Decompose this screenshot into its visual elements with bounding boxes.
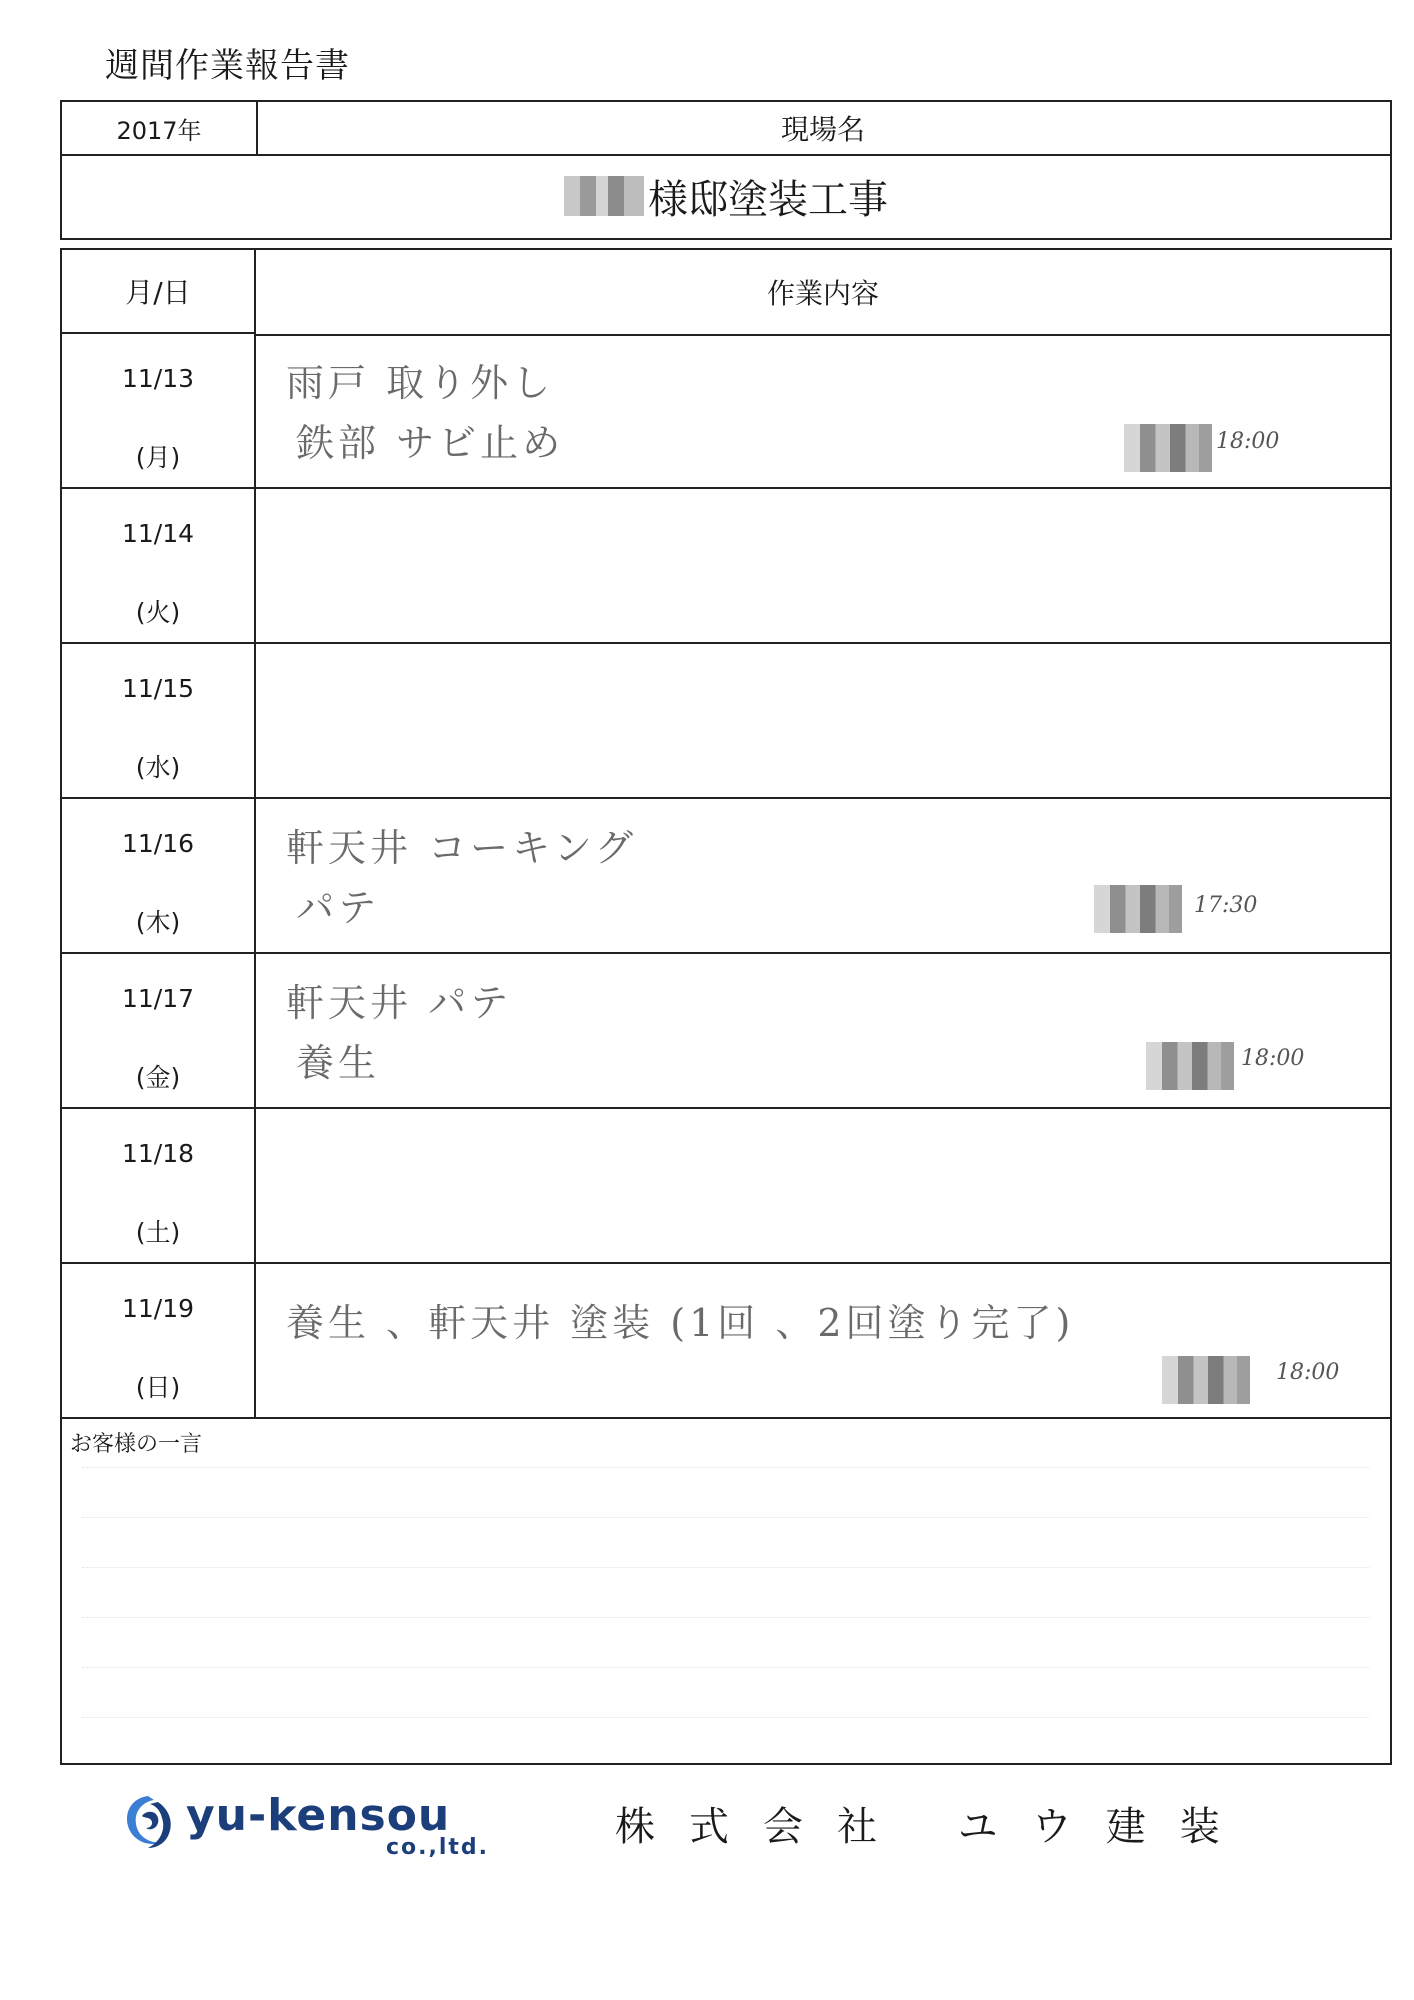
handwritten-work-line: パテ <box>296 886 381 930</box>
row-weekday: (金) <box>135 1063 181 1092</box>
redacted-signature-stamp <box>1094 885 1182 933</box>
site-header <box>60 100 1392 240</box>
customer-comment-box[interactable] <box>62 1419 1390 1763</box>
document-title: 週間作業報告書 <box>105 46 350 86</box>
row-date: 11/18 <box>121 1139 195 1168</box>
work-column-header: 作業内容 <box>256 250 1390 336</box>
comment-line <box>82 1667 1370 1668</box>
table-row <box>62 954 1390 1109</box>
work-cell[interactable] <box>256 489 1390 642</box>
date-cell <box>62 799 256 952</box>
redacted-signature-stamp <box>1146 1042 1234 1090</box>
logo-swirl-icon <box>118 1792 178 1854</box>
table-row <box>62 799 1390 954</box>
row-date: 11/19 <box>121 1294 195 1323</box>
row-weekday: (水) <box>135 753 181 782</box>
date-cell <box>62 644 256 797</box>
table-row <box>62 1264 1390 1419</box>
work-table <box>60 248 1392 1765</box>
row-date: 11/15 <box>121 674 195 703</box>
row-weekday: (土) <box>135 1218 181 1247</box>
year-cell: 2017年 <box>62 102 258 154</box>
date-cell <box>62 1264 256 1417</box>
handwritten-end-time: 18:00 <box>1216 429 1280 454</box>
comment-line <box>82 1517 1370 1518</box>
comment-line <box>82 1467 1370 1468</box>
comment-line <box>82 1567 1370 1568</box>
work-cell[interactable] <box>256 334 1390 487</box>
work-cell[interactable] <box>256 799 1390 952</box>
comment-line <box>82 1717 1370 1718</box>
row-date: 11/13 <box>121 364 195 393</box>
handwritten-work-line: 養生 、軒天井 塗装 (1回 、2回塗り完了) <box>286 1301 1075 1345</box>
site-label: 現場名 <box>780 113 865 146</box>
date-cell <box>62 1109 256 1262</box>
table-row <box>62 1109 1390 1264</box>
site-name-text: 様邸塗装工事 <box>648 176 888 223</box>
row-weekday: (月) <box>135 443 181 472</box>
customer-comment-label: お客様の一言 <box>70 1432 203 1457</box>
row-weekday: (火) <box>135 598 181 627</box>
site-name <box>62 154 1390 238</box>
handwritten-work-line: 軒天井 パテ <box>286 981 513 1025</box>
redacted-signature-stamp <box>1124 424 1212 472</box>
date-cell <box>62 334 256 487</box>
company-logo <box>118 1790 498 1860</box>
handwritten-work-line: 雨戸 取り外し <box>286 361 555 405</box>
logo-wordmark: yu-kensou <box>186 1790 451 1841</box>
work-cell[interactable] <box>256 1264 1390 1417</box>
comment-line <box>82 1617 1370 1618</box>
row-date: 11/14 <box>121 519 195 548</box>
date-cell <box>62 489 256 642</box>
row-weekday: (日) <box>135 1373 181 1402</box>
redacted-signature-stamp <box>1162 1356 1250 1404</box>
work-cell[interactable] <box>256 954 1390 1107</box>
work-cell[interactable] <box>256 644 1390 797</box>
table-row <box>62 334 1390 489</box>
handwritten-work-line: 軒天井 コーキング <box>286 826 637 870</box>
company-name: 株式会社 ユウ建装 <box>615 1804 1254 1850</box>
row-date: 11/16 <box>121 829 195 858</box>
header-row <box>62 102 1390 156</box>
handwritten-end-time: 17:30 <box>1194 893 1258 918</box>
redacted-name <box>564 176 644 216</box>
handwritten-work-line: 養生 <box>296 1041 381 1085</box>
logo-subtitle: co.,ltd. <box>386 1835 490 1860</box>
date-cell <box>62 954 256 1107</box>
date-column-header: 月/日 <box>62 250 256 334</box>
table-row <box>62 489 1390 644</box>
work-cell[interactable] <box>256 1109 1390 1262</box>
row-date: 11/17 <box>121 984 195 1013</box>
handwritten-work-line: 鉄部 サビ止め <box>296 421 565 465</box>
handwritten-end-time: 18:00 <box>1276 1360 1340 1385</box>
table-row <box>62 644 1390 799</box>
handwritten-end-time: 18:00 <box>1241 1046 1305 1071</box>
row-weekday: (木) <box>135 908 181 937</box>
